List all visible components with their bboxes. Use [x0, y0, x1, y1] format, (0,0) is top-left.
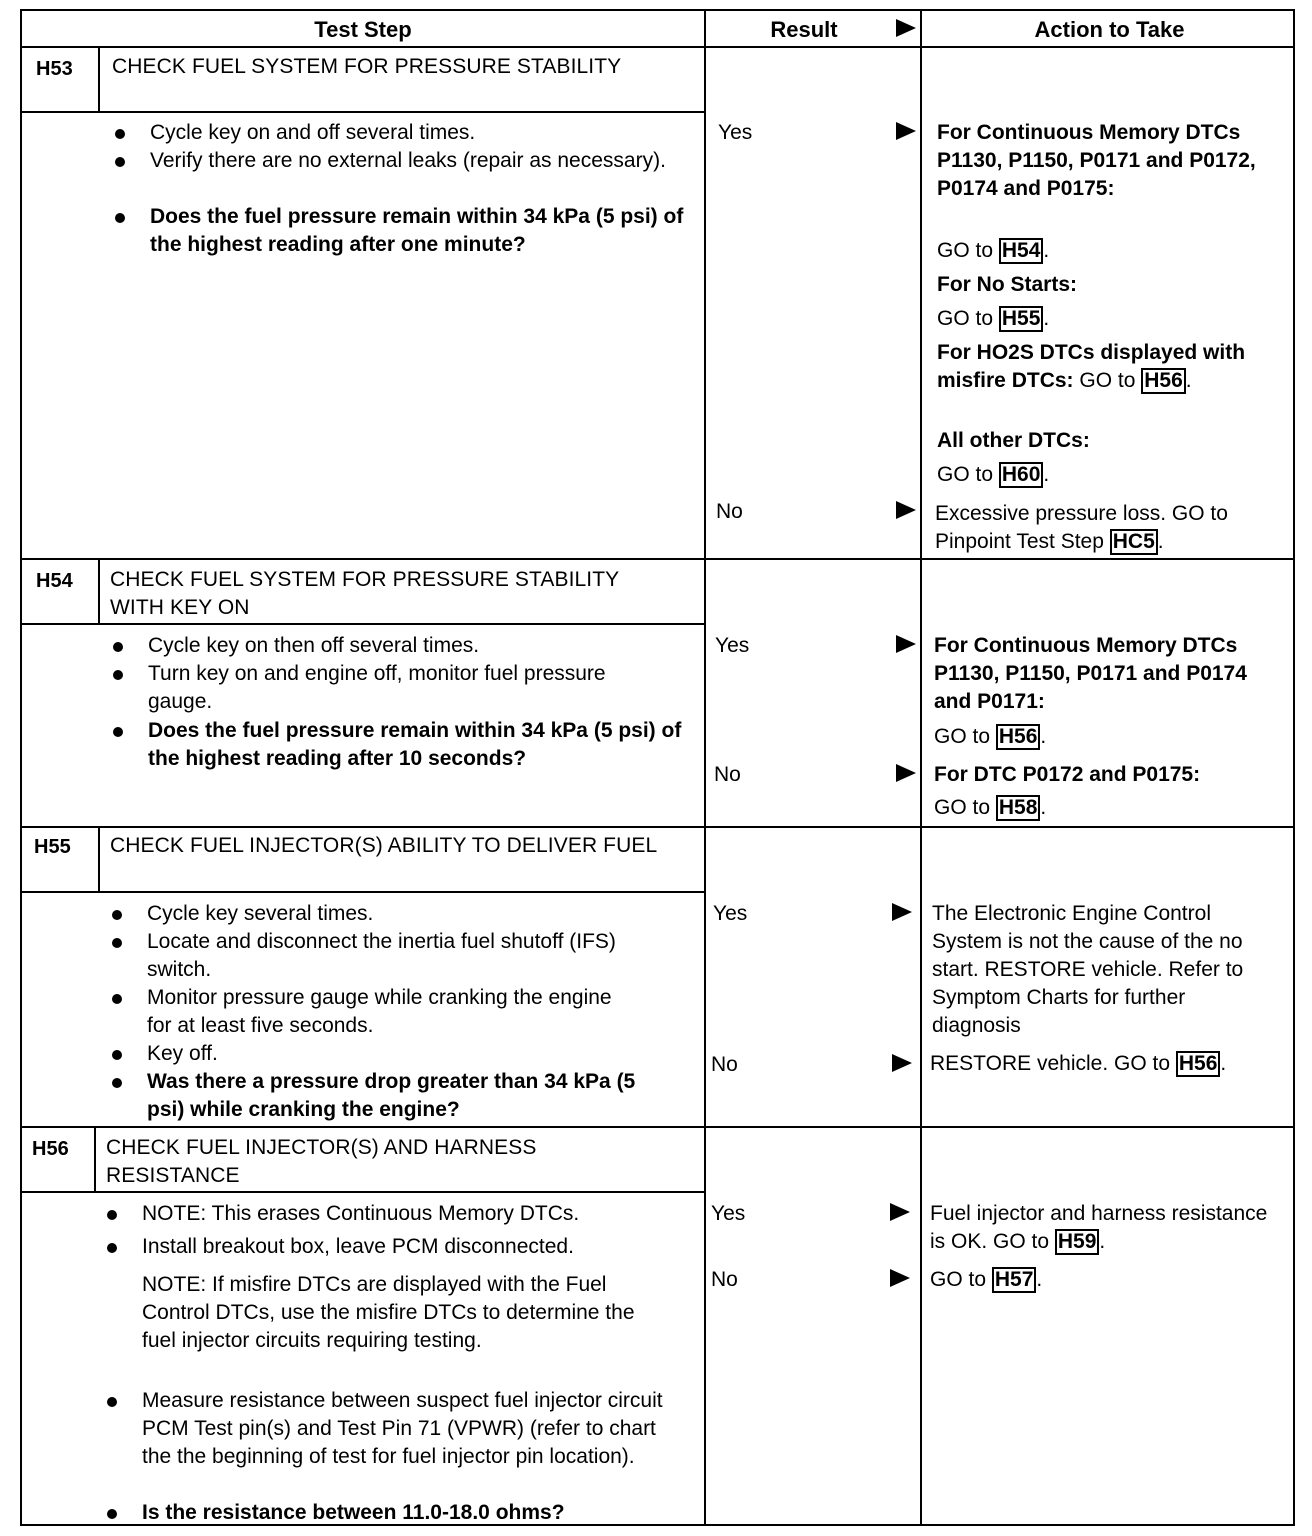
bullet-icon	[113, 670, 123, 680]
bullet-question: Does the fuel pressure remain within 34 kPa (5 psi) of the highest reading after 10 seconds?	[148, 717, 683, 773]
step-reference-link[interactable]: H60	[999, 462, 1044, 488]
arrow-right-icon	[892, 1054, 912, 1072]
id-divider	[94, 1126, 96, 1192]
action-text: Excessive pressure loss. GO to Pinpoint Test Step HC5 .	[935, 502, 1228, 553]
action-goto: GO to H54 .	[937, 239, 1050, 262]
step-title-h54: CHECK FUEL SYSTEM FOR PRESSURE STABILITY WITH KEY ON	[110, 568, 619, 619]
step-title-h53: CHECK FUEL SYSTEM FOR PRESSURE STABILITY	[112, 55, 622, 78]
arrow-right-icon	[890, 1203, 910, 1221]
bullet-item: Measure resistance between suspect fuel injector circuit PCM Test pin(s) and Test Pin 71 (VPWR) (refer to chart the the beginning of test for fuel injector pin location).	[142, 1387, 677, 1471]
step-reference-link[interactable]: H57	[992, 1267, 1037, 1293]
id-divider	[98, 46, 100, 112]
action-heading: For Continuous Memory DTCs P1130, P1150, P0171 and P0174 and P0171:	[934, 634, 1247, 713]
step-id-h56: H56	[32, 1138, 69, 1160]
bullet-icon	[112, 994, 122, 1004]
bullet-question: Does the fuel pressure remain within 34 kPa (5 psi) of the highest reading after one minute?	[150, 203, 685, 259]
result-yes: Yes	[713, 902, 748, 925]
step-title-h56: CHECK FUEL INJECTOR(S) AND HARNESS RESISTANCE	[106, 1136, 537, 1187]
bullet-item: Cycle key on and off several times.	[150, 119, 695, 147]
action-goto: GO to H55 .	[937, 307, 1050, 330]
step-reference-link[interactable]: H58	[996, 795, 1041, 821]
bullet-icon	[107, 1210, 117, 1220]
bullet-item: Locate and disconnect the inertia fuel shutoff (IFS) switch.	[147, 928, 677, 984]
result-no: No	[716, 500, 743, 523]
step-id-h53: H53	[36, 58, 73, 80]
step-reference-link[interactable]: H55	[999, 306, 1044, 332]
action-goto: For HO2S DTCs displayed with misfire DTCs: GO to H56 .	[937, 341, 1246, 392]
arrow-right-icon	[892, 903, 912, 921]
bullet-item: Cycle key several times.	[147, 900, 687, 928]
action-text: Fuel injector and harness resistance is OK. GO to H59 .	[930, 1202, 1268, 1253]
header-result: Result	[770, 17, 838, 42]
bullet-icon	[107, 1243, 117, 1253]
result-yes: Yes	[715, 634, 750, 657]
action-text: RESTORE vehicle. GO to H56 .	[930, 1052, 1227, 1075]
bullet-icon	[115, 213, 125, 223]
bullet-item: Install breakout box, leave PCM disconnected.	[142, 1233, 692, 1261]
arrow-right-icon	[890, 1269, 910, 1287]
id-divider	[98, 826, 100, 892]
step-reference-link[interactable]: H56	[1141, 368, 1186, 394]
result-no: No	[711, 1268, 738, 1291]
header-divider	[22, 46, 1293, 48]
action-goto: GO to H58 .	[934, 796, 1047, 819]
action-goto: GO to H60 .	[937, 463, 1050, 486]
bullet-icon	[107, 1509, 117, 1519]
result-yes: Yes	[718, 121, 753, 144]
title-divider	[22, 623, 704, 625]
bullet-question: Was there a pressure drop greater than 34 kPa (5 psi) while cranking the engine?	[147, 1068, 667, 1124]
action-heading: For DTC P0172 and P0175:	[934, 763, 1201, 786]
step-reference-link[interactable]: H56	[996, 724, 1041, 750]
action-heading: For No Starts:	[937, 273, 1078, 296]
action-goto: GO to H56 .	[934, 725, 1047, 748]
row-divider	[22, 826, 1293, 828]
bullet-icon	[107, 1397, 117, 1407]
bullet-icon	[115, 129, 125, 139]
action-goto: GO to H57 .	[930, 1268, 1043, 1291]
header-action: Action to Take	[1034, 17, 1185, 42]
bullet-icon	[112, 910, 122, 920]
bullet-icon	[113, 727, 123, 737]
arrow-right-icon	[896, 19, 916, 37]
title-divider	[22, 891, 704, 893]
step-title-h55: CHECK FUEL INJECTOR(S) ABILITY TO DELIVER FUEL	[110, 834, 658, 857]
arrow-right-icon	[896, 501, 916, 519]
result-yes: Yes	[711, 1202, 746, 1225]
header-test-step: Test Step	[314, 17, 412, 42]
row-divider	[22, 558, 1293, 560]
column-divider-action	[920, 11, 922, 1524]
row-divider	[22, 1126, 1293, 1128]
bullet-item: NOTE: This erases Continuous Memory DTCs.	[142, 1200, 692, 1228]
bullet-question: Is the resistance between 11.0-18.0 ohms?	[142, 1499, 687, 1527]
column-divider-result	[704, 11, 706, 1524]
step-id-h54: H54	[36, 570, 73, 592]
result-no: No	[711, 1053, 738, 1076]
title-divider	[22, 1191, 704, 1193]
bullet-icon	[112, 1078, 122, 1088]
id-divider	[98, 558, 100, 624]
note-text: NOTE: If misfire DTCs are displayed with the Fuel Control DTCs, use the misfire DTCs to determine the fuel injector circuits requiring testing.	[142, 1273, 635, 1352]
bullet-item: Cycle key on then off several times.	[148, 632, 688, 660]
bullet-icon	[112, 938, 122, 948]
bullet-item: Verify there are no external leaks (repair as necessary).	[150, 147, 680, 175]
step-id-h55: H55	[34, 836, 71, 858]
bullet-item: Monitor pressure gauge while cranking the engine for at least five seconds.	[147, 984, 637, 1040]
result-no: No	[714, 763, 741, 786]
bullet-item: Key off.	[147, 1040, 667, 1068]
action-heading: For Continuous Memory DTCs P1130, P1150, P0171 and P0172, P0174 and P0175:	[937, 121, 1256, 200]
step-reference-link[interactable]: H56	[1176, 1051, 1221, 1077]
arrow-right-icon	[896, 122, 916, 140]
bullet-icon	[112, 1050, 122, 1060]
bullet-item: Turn key on and engine off, monitor fuel pressure gauge.	[148, 660, 628, 716]
step-reference-link[interactable]: HC5	[1110, 529, 1158, 555]
action-heading: All other DTCs:	[937, 429, 1090, 452]
arrow-right-icon	[896, 635, 916, 653]
action-text: The Electronic Engine Control System is not the cause of the no start. RESTORE vehicle. Refer to Symptom Charts for further diagnosis	[932, 902, 1244, 1037]
arrow-right-icon	[896, 764, 916, 782]
bullet-icon	[113, 642, 123, 652]
title-divider	[22, 111, 704, 113]
step-reference-link[interactable]: H54	[999, 238, 1044, 264]
step-reference-link[interactable]: H59	[1055, 1229, 1100, 1255]
bullet-icon	[115, 157, 125, 167]
diagnostic-table	[20, 9, 1295, 1526]
